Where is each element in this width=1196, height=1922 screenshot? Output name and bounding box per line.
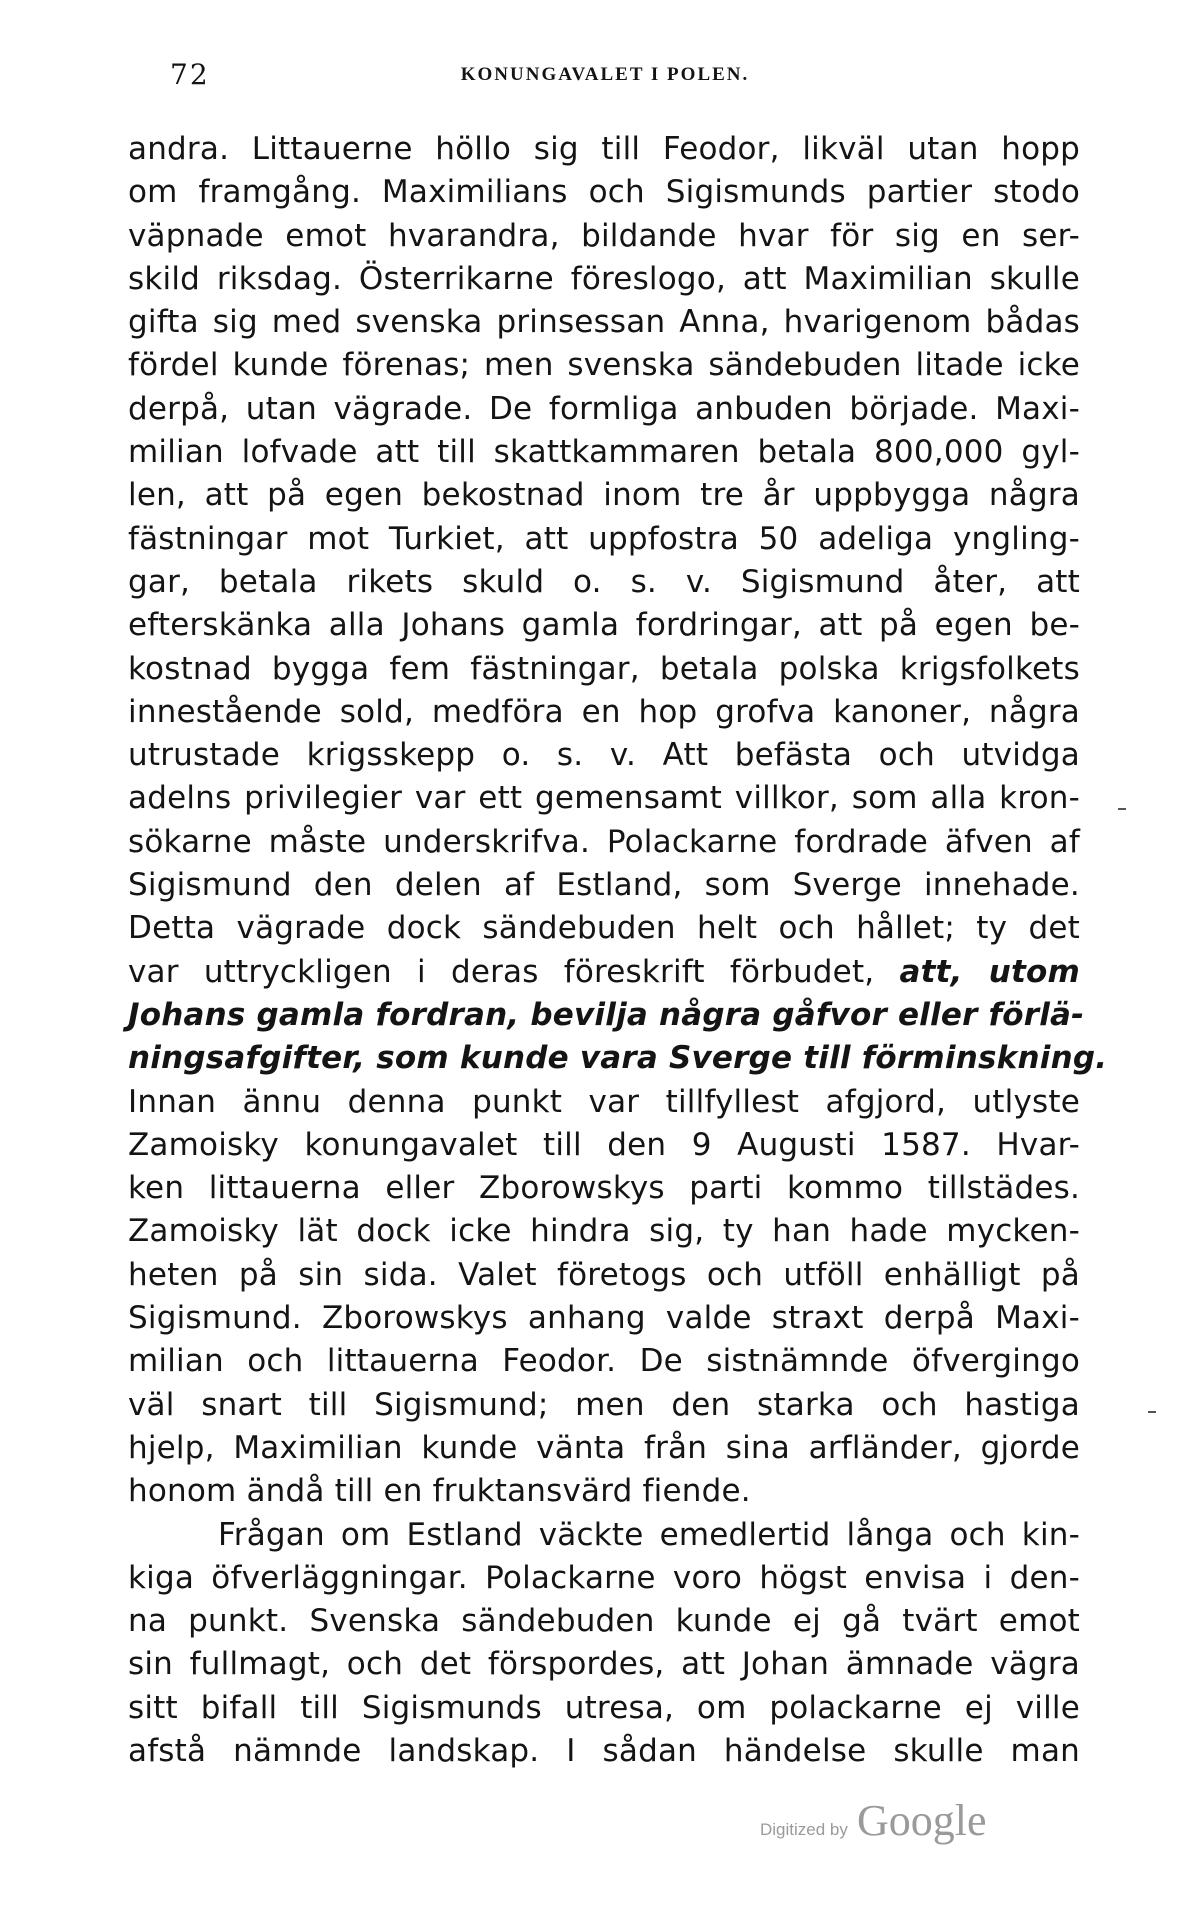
text-span: var uttryckligen i deras föreskrift förbudet,	[128, 953, 875, 990]
text-line: fästningar mot Turkiet, att uppfostra 50 adeliga yngling-	[128, 520, 1080, 557]
text-line: milian lofvade att till skattkammaren betala 800,000 gyl-	[128, 434, 1080, 471]
text-line: kiga öfverläggningar. Polackarne voro högst envisa i den-	[128, 1559, 1080, 1596]
body-text	[128, 128, 1108, 1773]
text-line: len, att på egen bekostnad inom tre år uppbygga några	[128, 477, 1080, 514]
text-line: heten på sin sida. Valet företogs och utföll enhälligt på	[128, 1256, 1080, 1293]
text-line: Detta vägrade dock sändebuden helt och hållet; ty det	[128, 910, 1080, 947]
text-line: Zamoisky konungavalet till den 9 Augusti 1587. Hvar-	[128, 1126, 1080, 1163]
digitized-by-watermark	[760, 1795, 987, 1855]
text-line: kostnad bygga fem fästningar, betala polska krigsfolkets	[128, 650, 1080, 687]
text-line: Innan ännu denna punkt var tillfyllest afgjord, utlyste	[128, 1083, 1080, 1120]
google-logo-text: Google	[856, 1796, 987, 1845]
text-line: ken littauerna eller Zborowskys parti kommo tillstädes.	[128, 1170, 1080, 1207]
text-line: utrustade krigsskepp o. s. v. Att befästa och utvidga	[128, 737, 1080, 774]
text-line: derpå, utan vägrade. De formliga anbuden började. Maxi-	[128, 390, 1080, 427]
margin-dash-mark	[1118, 808, 1126, 810]
text-line: sin fullmagt, och det förspordes, att Johan ämnade vägra	[128, 1646, 1080, 1683]
text-line: afstå nämnde landskap. I sådan händelse skulle man	[128, 1732, 1080, 1769]
text-line: gifta sig med svenska prinsessan Anna, hvarigenom bådas	[128, 304, 1080, 341]
text-line-italic: ningsafgifter, som kunde vara Sverge till förminskning.	[128, 1040, 1108, 1077]
text-line: fördel kunde förenas; men svenska sändebuden litade icke	[128, 347, 1080, 384]
italic-span: att, utom	[899, 953, 1080, 990]
text-line-mixed	[128, 951, 1080, 994]
text-line: andra. Littauerne höllo sig till Feodor, likväl utan hopp	[128, 131, 1080, 167]
page-number: 72	[170, 58, 210, 91]
text-line: Zamoisky lät dock icke hindra sig, ty han hade mycken-	[128, 1213, 1080, 1250]
text-line: sitt bifall till Sigismunds utresa, om polackarne ej ville	[128, 1689, 1080, 1726]
text-line: Sigismund den delen af Estland, som Sverge innehade.	[128, 867, 1080, 904]
text-line-italic: Johans gamla fordran, bevilja några gåfvor eller förlä-	[128, 996, 1085, 1033]
running-head	[130, 58, 1080, 98]
text-line: gar, betala rikets skuld o. s. v. Sigismund åter, att	[128, 563, 1080, 600]
running-title: KONUNGAVALET I POLEN.	[460, 64, 750, 85]
text-line: milian och littauerna Feodor. De sistnämnde öfvergingo	[128, 1343, 1080, 1380]
text-line: na punkt. Svenska sändebuden kunde ej gå tvärt emot	[128, 1603, 1080, 1640]
text-line: innestående sold, medföra en hop grofva kanoner, några	[128, 693, 1080, 730]
text-line: väl snart till Sigismund; men den starka och hastiga	[128, 1386, 1080, 1423]
margin-dash-mark	[1148, 1411, 1156, 1413]
text-line: väpnade emot hvarandra, bildande hvar för sig en ser-	[128, 217, 1080, 254]
digitized-by-label: Digitized by	[760, 1820, 848, 1839]
text-line: hjelp, Maximilian kunde vänta från sina arfländer, gjorde	[128, 1429, 1080, 1466]
text-line: Sigismund. Zborowskys anhang valde straxt derpå Maxi-	[128, 1300, 1080, 1337]
text-line: sökarne måste underskrifva. Polackarne fordrade äfven af	[128, 823, 1080, 860]
text-line: efterskänka alla Johans gamla fordringar, att på egen be-	[128, 607, 1080, 644]
text-line: adelns privilegier var ett gemensamt villkor, som alla kron-	[128, 780, 1080, 817]
text-line: om framgång. Maximilians och Sigismunds partier stodo	[128, 174, 1080, 211]
text-line-paragraph-end: honom ändå till en fruktansvärd fiende.	[128, 1473, 751, 1510]
text-line: skild riksdag. Österrikarne föreslogo, att Maximilian skulle	[128, 260, 1080, 297]
text-line-paragraph-start: Frågan om Estland väckte emedlertid långa och kin-	[218, 1516, 1080, 1553]
